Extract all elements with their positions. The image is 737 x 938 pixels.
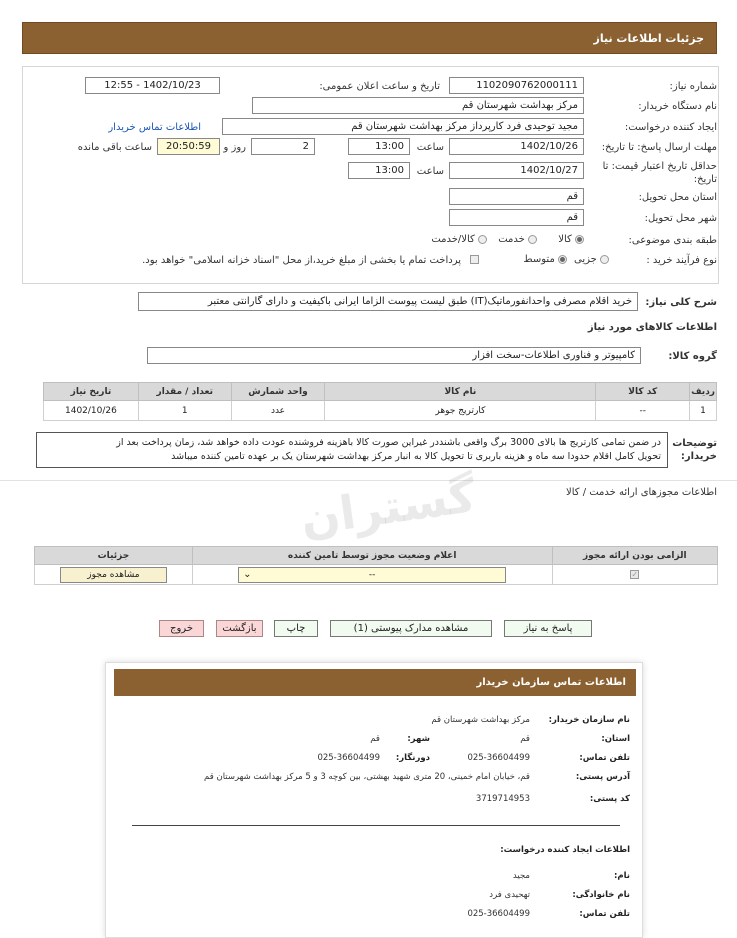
page-title: جزئیات اطلاعات نیاز (593, 31, 704, 45)
table-row (44, 401, 717, 421)
permit-status-value: -- (368, 569, 376, 580)
category-label: طبقه بندی موضوعی: (628, 235, 717, 246)
days-field: 2 (251, 138, 315, 155)
radio-icon (478, 235, 487, 244)
goods-table (43, 382, 717, 421)
col-row: ردیف (690, 383, 717, 401)
reply-time-field: 13:00 (348, 138, 410, 155)
contact-divider (132, 825, 620, 826)
buyer-contact-link[interactable]: اطلاعات تماس خریدار (108, 122, 201, 133)
cell-date: 1402/10/26 (44, 401, 139, 421)
contact-province-label: استان: (601, 734, 630, 744)
contact-phone-value: 025-36604499 (467, 753, 530, 763)
col-permit-status: اعلام وضعیت مجوز توسط تامین کننده (192, 547, 552, 565)
city-label: شهر محل تحویل: (644, 213, 717, 224)
contact-city-label: شهر: (407, 734, 430, 744)
creator-label: ایجاد کننده درخواست: (624, 122, 717, 133)
buyer-notes-label: توضیحات خریدار: (672, 438, 717, 462)
radio-icon (558, 255, 567, 264)
col-name: نام کالا (325, 383, 596, 401)
postal-value: 3719714953 (475, 794, 530, 804)
cell-code: -- (596, 401, 690, 421)
requester-name-value: مجید (512, 871, 530, 881)
process-option-minor[interactable]: جزیی (574, 254, 609, 265)
print-button[interactable]: چاپ (274, 620, 318, 637)
col-qty: تعداد / مقدار (138, 383, 231, 401)
announce-label: تاریخ و ساعت اعلان عمومی: (319, 81, 440, 92)
goods-section-title: اطلاعات کالاهای مورد نیاز (587, 322, 717, 333)
remaining-time-label: ساعت باقی مانده (77, 142, 152, 153)
back-button[interactable]: بازگشت (216, 620, 263, 637)
requester-title: اطلاعات ایجاد کننده درخواست: (500, 845, 630, 855)
org-label: نام سازمان خریدار: (548, 715, 630, 725)
checkbox-icon: ✓ (631, 569, 639, 579)
summary-label: شرح کلی نیاز: (645, 297, 717, 308)
buyer-org-label: نام دستگاه خریدار: (638, 101, 717, 112)
checkbox-icon (470, 255, 479, 264)
radio-icon (575, 235, 584, 244)
announce-field: 1402/10/23 - 12:55 (85, 77, 220, 94)
price-time-field: 13:00 (348, 162, 410, 179)
exit-button[interactable]: خروج (159, 620, 204, 637)
permit-required-cell (552, 565, 718, 585)
view-permit-button[interactable]: مشاهده مجوز (60, 567, 167, 583)
cell-qty: 1 (138, 401, 231, 421)
cell-row: 1 (690, 401, 717, 421)
permit-status-cell (192, 565, 552, 585)
permits-table (34, 546, 718, 585)
contact-fax-value: 025-36604499 (317, 753, 380, 763)
price-validity-label: حداقل تاریخ اعتبار قیمت: تا تاریخ: (602, 161, 717, 185)
col-unit: واحد شمارش (231, 383, 325, 401)
need-number-label: شماره نیاز: (669, 81, 717, 92)
requester-name-label: نام: (613, 871, 630, 881)
buyer-contact-panel (105, 662, 643, 938)
need-number-field: 1102090762000111 (449, 77, 584, 94)
process-option-medium[interactable]: متوسط (523, 254, 567, 265)
goods-table-header (44, 383, 717, 401)
address-value: قم، خیابان امام خمینی، 20 متری شهید بهشتی، بین کوچه 3 و 5 مرکز بهداشت شهرستان قم (204, 772, 530, 782)
buyer-notes-line-2: تحویل کامل اقلام حدودا سه ماه و هزینه باربری تا تحویل کالا به انبار مرکز بهداشت شهرستان یک بر عهده تامین کننده میباشد (171, 451, 661, 462)
category-option-goods[interactable]: کالا (558, 234, 584, 245)
days-label: روز و (223, 142, 246, 153)
contact-panel-title: اطلاعات تماس سازمان خریدار (476, 677, 626, 688)
price-date-field: 1402/10/27 (449, 162, 584, 179)
attachments-button[interactable]: مشاهده مدارک پیوستی (1) (330, 620, 492, 637)
col-permit-required: الزامی بودن ارائه مجوز (552, 547, 718, 565)
watermark: گستران (297, 468, 479, 546)
requester-family-label: نام خانوادگی: (572, 890, 630, 900)
page-header (22, 22, 717, 54)
requester-phone-value: 025-36604499 (467, 909, 530, 919)
section-divider (0, 480, 737, 481)
contact-city-value: قم (370, 734, 380, 744)
reply-time-label: ساعت (416, 142, 444, 153)
price-time-label: ساعت (416, 166, 444, 177)
address-label: آدرس پستی: (575, 772, 630, 782)
category-option-both[interactable]: کالا/خدمت (431, 234, 487, 245)
permit-status-select[interactable] (238, 567, 506, 583)
permits-title: اطلاعات مجوزهای ارائه خدمت / کالا (566, 487, 717, 498)
org-value: مرکز بهداشت شهرستان قم (431, 715, 530, 725)
buyer-org-field: مرکز بهداشت شهرستان قم (252, 97, 584, 114)
creator-field: مجید توحیدی فرد کارپرداز مرکز بهداشت شهرستان قم (222, 118, 584, 135)
province-label: استان محل تحویل: (638, 192, 717, 203)
requester-family-value: تهحیدی فرد (489, 890, 530, 900)
category-option-service[interactable]: خدمت (498, 234, 537, 245)
col-code: کد کالا (596, 383, 690, 401)
cell-name: کارتریج جوهر (325, 401, 596, 421)
radio-icon (528, 235, 537, 244)
reply-deadline-label: مهلت ارسال پاسخ: تا تاریخ: (601, 142, 717, 153)
col-permit-details: جزئیات (35, 547, 193, 565)
radio-icon (600, 255, 609, 264)
province-field: قم (449, 188, 584, 205)
col-date: تاریخ نیاز (44, 383, 139, 401)
contact-province-value: قم (520, 734, 530, 744)
goods-group-label: گروه کالا: (668, 351, 717, 362)
payment-note: پرداخت تمام یا بخشی از مبلغ خرید،از محل "اسناد خزانه اسلامی" خواهد بود. (142, 255, 461, 266)
summary-field: خرید اقلام مصرفی واحدانفورماتیک(IT) طبق لیست پیوست الزاما ایرانی باکیفیت و دارای گارانتی معتبر (138, 292, 638, 311)
cell-unit: عدد (231, 401, 325, 421)
goods-group-field: کامپیوتر و فناوری اطلاعات-سخت افزار (147, 347, 641, 364)
table-row (35, 565, 718, 585)
contact-phone-label: تلفن تماس: (579, 753, 630, 763)
contact-panel-header (114, 669, 636, 696)
reply-date-field: 1402/10/26 (449, 138, 584, 155)
permits-table-header (35, 547, 718, 565)
city-field: قم (449, 209, 584, 226)
remaining-time-field: 20:50:59 (157, 138, 220, 155)
permit-details-cell (35, 565, 193, 585)
contact-fax-label: دورنگار: (395, 753, 430, 763)
payment-checkbox[interactable] (470, 254, 479, 265)
process-label: نوع فرآیند خرید : (646, 255, 717, 266)
reply-button[interactable]: پاسخ به نیاز (504, 620, 592, 637)
chevron-down-icon: ⌄ (243, 568, 252, 580)
buyer-notes-line-1: در ضمن تمامی کارتریج ها بالای 3000 برگ واقعی باشنددر غیراین صورت کالا باهزینه فروشنده عودت داده خواهد شد، زمان پرداخت بعد از (116, 437, 661, 448)
postal-label: کد پستی: (589, 794, 630, 804)
requester-phone-label: تلفن تماس: (579, 909, 630, 919)
buyer-notes-box (36, 432, 668, 468)
